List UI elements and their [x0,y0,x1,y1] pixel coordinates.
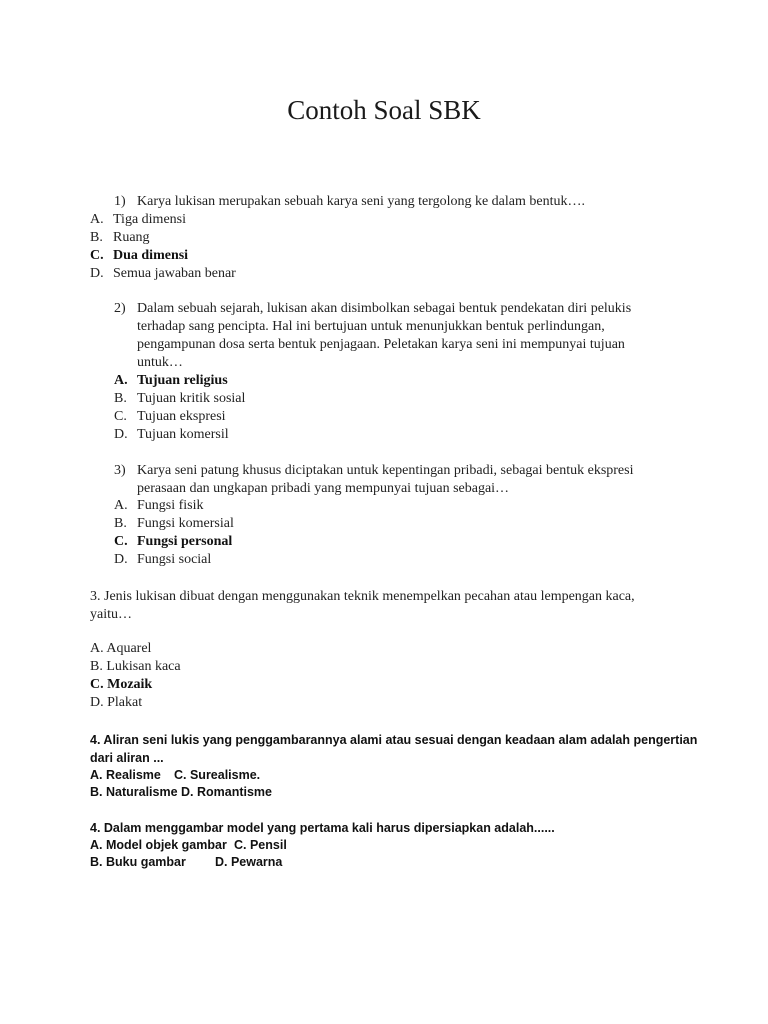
question-text: perasaan dan ungkapan pribadi yang mempunyai tujuan sebagai… [137,481,510,496]
option-text: Tujuan ekspresi [137,409,226,424]
option-text: C. Surealisme. [174,768,261,782]
question-text: 4. Aliran seni lukis yang penggambarannya alami atau sesuai dengan keadaan alam adalah pengertian [90,733,698,747]
question-text: untuk… [137,355,183,370]
option-text: B. Lukisan kaca [90,659,181,674]
option-letter: B. [114,391,127,406]
option-text: Semua jawaban benar [113,266,236,281]
option-text: Ruang [113,230,150,245]
question-number: 1) [114,194,126,209]
option-letter: C. [114,534,128,549]
option-letter: B. [90,230,103,245]
option-letter: D. [90,266,104,281]
option-letter: D. [114,552,128,567]
option-text: Fungsi fisik [137,498,204,513]
correct-answer: Fungsi personal [137,534,233,549]
option-text: Fungsi komersial [137,516,234,531]
question-text: pengampunan dosa serta bentuk penjagaan. Peletakan karya seni ini mempunyai tujuan [137,337,625,352]
option-text: A. Aquarel [90,641,152,656]
option-text: Fungsi social [137,552,212,567]
option-text: Tujuan komersil [137,427,229,442]
question-number: 3) [114,463,126,478]
option-letter: B. [114,516,127,531]
correct-answer: Dua dimensi [113,248,189,263]
option-letter: A. [90,212,104,227]
question-text: Dalam sebuah sejarah, lukisan akan disimbolkan sebagai bentuk pendekatan diri pelukis [137,301,632,316]
option-letter: C. [114,409,127,424]
question-text: 4. Dalam menggambar model yang pertama kali harus dipersiapkan adalah...... [90,821,555,835]
option-text: Tiga dimensi [113,212,186,227]
option-letter: C. [90,248,104,263]
question-text: Karya seni patung khusus diciptakan untuk kepentingan pribadi, sebagai bentuk ekspresi [137,463,634,478]
question-text: 3. Jenis lukisan dibuat dengan menggunakan teknik menempelkan pecahan atau lempengan kaca, [90,589,635,604]
correct-answer: Tujuan religius [137,373,228,388]
page-title: Contoh Soal SBK [287,95,481,125]
question-text: Karya lukisan merupakan sebuah karya seni yang tergolong ke dalam bentuk…. [137,194,585,209]
correct-answer: C. Mozaik [90,677,153,692]
option-text: A. Realisme [90,768,161,782]
question-number: 2) [114,301,126,316]
option-text: A. Model objek gambar [90,838,227,852]
option-letter: A. [114,498,128,513]
option-text: C. Pensil [234,838,287,852]
question-text: dari aliran ... [90,751,164,765]
option-text: D. Plakat [90,695,143,710]
option-text: D. Romantisme [181,785,272,799]
option-text: D. Pewarna [215,855,283,869]
option-letter: D. [114,427,128,442]
option-text: Tujuan kritik sosial [137,391,246,406]
option-text: B. Buku gambar [90,855,186,869]
option-text: B. Naturalisme [90,785,178,799]
option-letter: A. [114,373,128,388]
question-text: terhadap sang pencipta. Hal ini bertujuan untuk menunjukkan bentuk perlindungan, [137,319,605,334]
question-text: yaitu… [90,607,132,622]
